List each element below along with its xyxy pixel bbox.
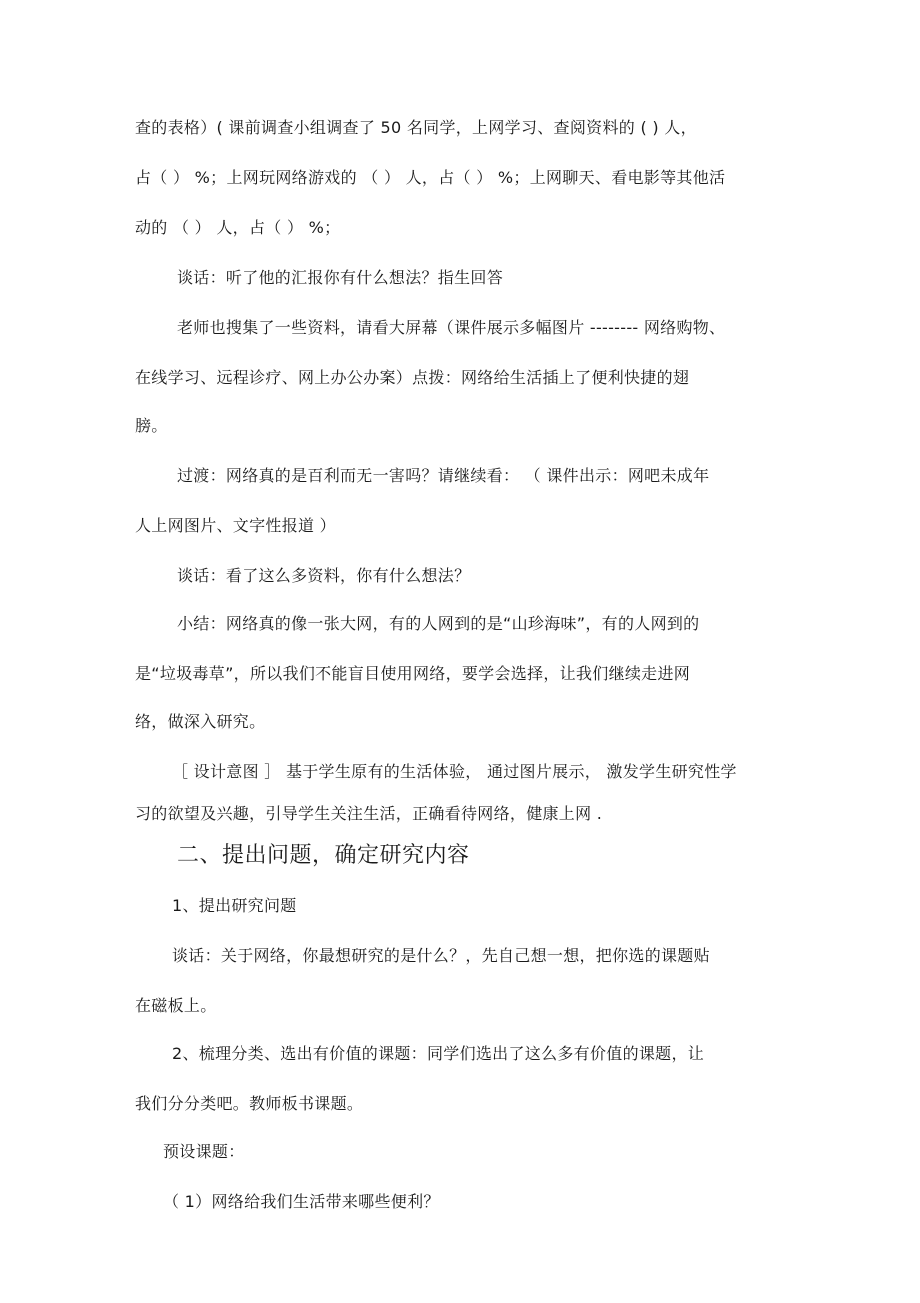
section-heading: 二、提出问题，确定研究内容 — [177, 843, 470, 868]
text-line: 人上网图片、文字性报道 ） — [135, 516, 336, 535]
text-line: 占（ ） %；上网玩网络游戏的 （ ） 人，占（ ） %；上网聊天、看电影等其他活 — [135, 168, 726, 187]
text-line: 膀。 — [135, 416, 168, 435]
text-line: 我们分分类吧。教师板书课题。 — [135, 1094, 364, 1113]
text-line: 动的 （ ） 人，占（ ） %； — [135, 218, 341, 237]
text-line: 在线学习、远程诊疗、网上办公办案）点拨：网络给生活插上了便利快捷的翅 — [135, 368, 690, 387]
text-line: 老师也搜集了一些资料，请看大屏幕（课件展示多幅图片 -------- 网络购物、 — [177, 318, 726, 337]
text-line: （ 1）网络给我们生活带来哪些便利？ — [163, 1192, 440, 1211]
text-line: 习的欲望及兴趣，引导学生关注生活，正确看待网络，健康上网 . — [135, 804, 603, 823]
text-line: 小结：网络真的像一张大网，有的人网到的是“山珍海味”，有的人网到的 — [177, 614, 700, 633]
text-line: 谈话：听了他的汇报你有什么想法？指生回答 — [177, 268, 504, 287]
text-line: 预设课题： — [163, 1142, 245, 1161]
text-line: 过渡：网络真的是百利而无一害吗？请继续看： （ 课件出示：网吧未成年 — [177, 466, 710, 485]
text-line: 络，做深入研究。 — [135, 712, 266, 731]
text-line: 谈话：关于网络，你最想研究的是什么？，先自己想一想，把你选的课题贴 — [172, 946, 710, 965]
text-line: 1、提出研究问题 — [172, 896, 297, 915]
text-line: 在磁板上。 — [135, 996, 217, 1015]
text-line: 是“垃圾毒草”，所以我们不能盲目使用网络，要学会选择，让我们继续走进网 — [135, 664, 691, 683]
text-line: 2、梳理分类、选出有价值的课题：同学们选出了这么多有价值的课题，让 — [172, 1044, 705, 1063]
text-line: 查的表格）( 课前调查小组调查了 50 名同学，上网学习、查阅资料的 ( ) 人， — [135, 118, 697, 137]
text-line: 谈话：看了这么多资料，你有什么想法？ — [177, 566, 471, 585]
text-line: ［ 设计意图 ］ 基于学生原有的生活体验， 通过图片展示， 激发学生研究性学 — [172, 762, 737, 781]
